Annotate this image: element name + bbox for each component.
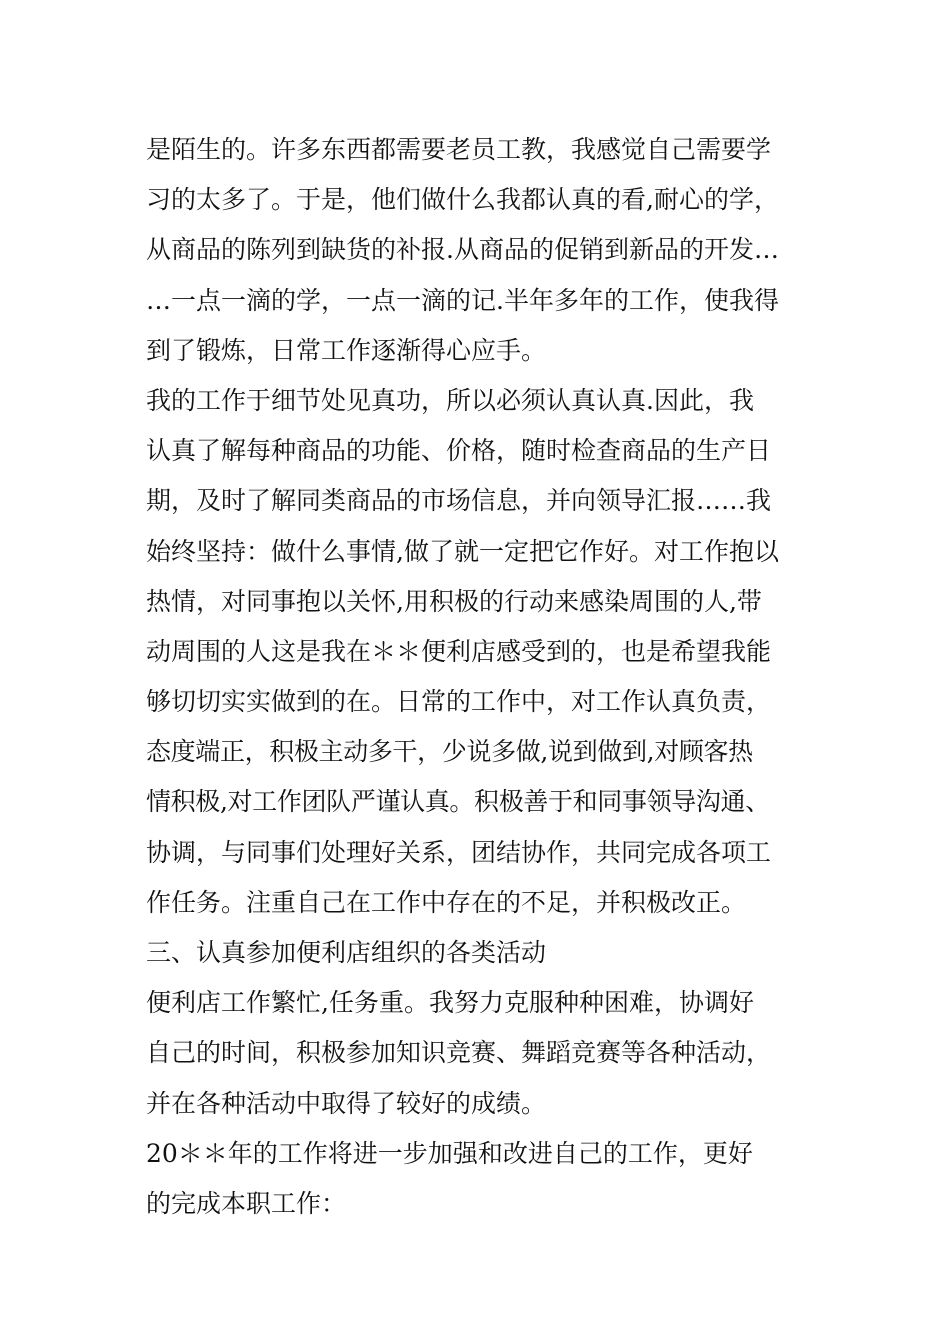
text-line: 情积极,对工作团队严谨认真。积极善于和同事领导沟通、: [146, 787, 770, 817]
text-line: 作任务。注重自己在工作中存在的不足，并积极改正。: [146, 887, 747, 917]
text-line: 期，及时了解同类商品的市场信息，并向领导汇报……我: [146, 486, 772, 516]
text-line: 动周围的人这是我在＊＊便利店感受到的，也是希望我能: [146, 636, 772, 666]
text-line: 态度端正，积极主动多干，少说多做,说到做到,对顾客热: [146, 737, 753, 767]
text-line: 我的工作于细节处见真功，所以必须认真认真.因此，我: [146, 385, 754, 415]
text-line: 协调，与同事们处理好关系，团结协作，共同完成各项工: [146, 837, 772, 867]
text-line: 习的太多了。于是，他们做什么我都认真的看,耐心的学，: [146, 185, 779, 215]
text-line: 自己的时间，积极参加知识竞赛、舞蹈竞赛等各种活动，: [146, 1038, 772, 1068]
body-text: [146, 125, 816, 1229]
text-line: 从商品的陈列到缺货的补报.从商品的促销到新品的开发…: [146, 235, 779, 265]
text-line: 便利店工作繁忙,任务重。我努力克服种种困难，协调好: [146, 988, 754, 1018]
text-line: 20＊＊年的工作将进一步加强和改进自己的工作，更好: [146, 1138, 753, 1168]
text-line: …一点一滴的学，一点一滴的记.半年多年的工作，使我得: [146, 285, 779, 315]
text-line: 够切切实实做到的在。日常的工作中，对工作认真负责，: [146, 687, 772, 717]
text-line: 热情，对同事抱以关怀,用积极的行动来感染周围的人,带: [146, 586, 762, 616]
text-line: 到了锻炼，日常工作逐渐得心应手。: [146, 335, 547, 365]
text-line: 的完成本职工作：: [146, 1188, 347, 1218]
section-heading: 三、认真参加便利店组织的各类活动: [146, 938, 547, 967]
text-line: 认真了解每种商品的功能、价格，随时检查商品的生产日: [146, 436, 772, 466]
text-line: 并在各种活动中取得了较好的成绩。: [146, 1088, 547, 1118]
text-line: 是陌生的。许多东西都需要老员工教，我感觉自己需要学: [146, 135, 772, 164]
text-line: 始终坚持：做什么事情,做了就一定把它作好。对工作抱以: [146, 536, 779, 566]
